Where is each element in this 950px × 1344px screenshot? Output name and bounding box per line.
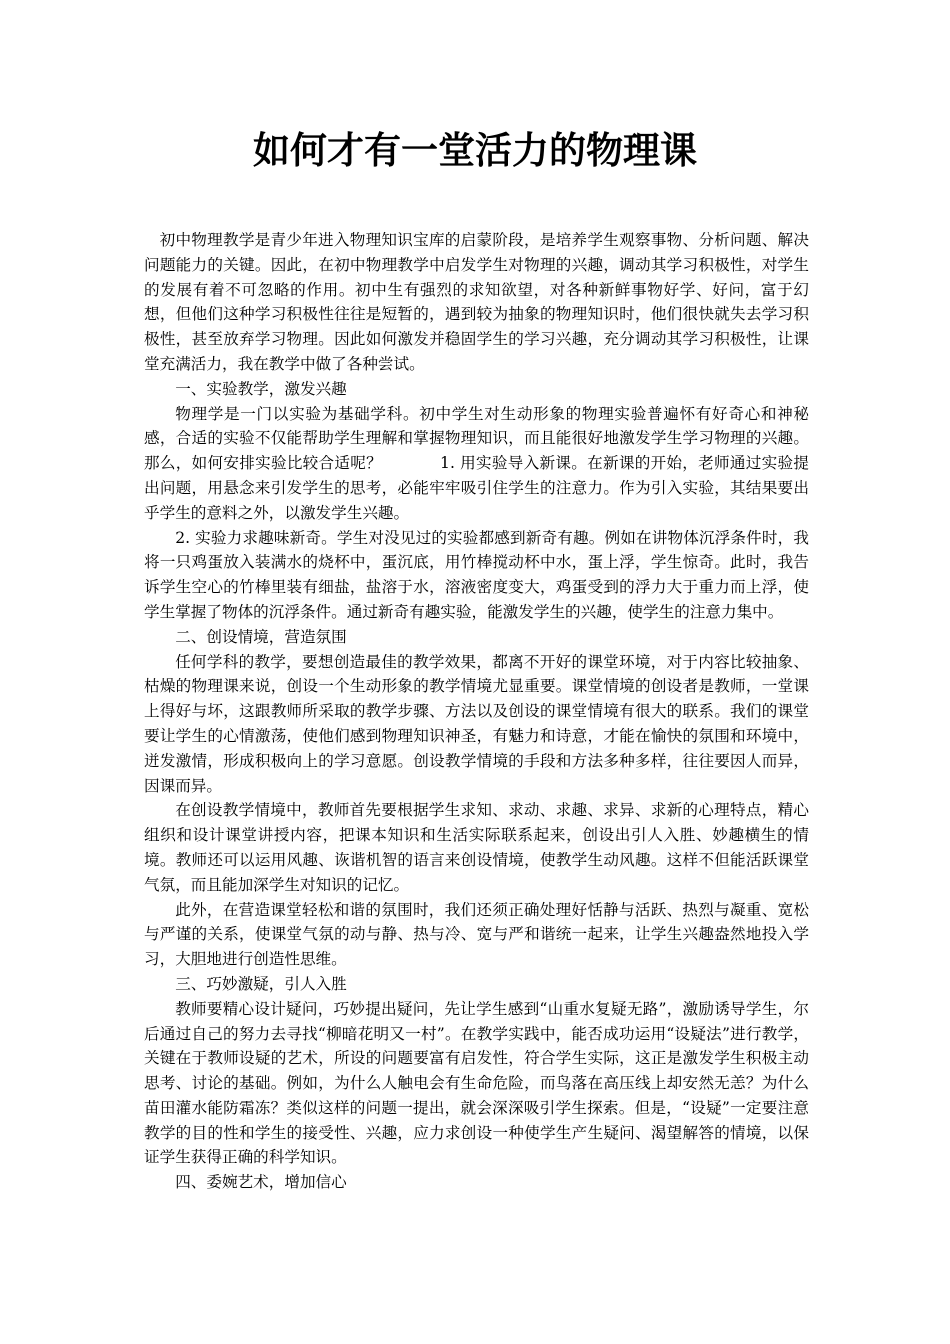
section-2-paragraph-2: 在创设教学情境中，教师首先要根据学生求知、求动、求趣、求异、求新的心理特点，精心组织和设计课堂讲授内容，把课本知识和生活实际联系起来，创设出引人入胜、妙趣横生的情境。教师还可以运用风趣、诙谐机智的语言来创设情境，使教学生动风趣。这样不但能活跃课堂气氛，而且能加深学生对知识的记忆。 bbox=[144, 801, 809, 894]
document-title: 如何才有一堂活力的物理课 bbox=[253, 128, 697, 172]
document-body bbox=[144, 228, 809, 1195]
section-2-paragraph-1: 任何学科的教学，要想创造最佳的教学效果，都离不开好的课堂环境，对于内容比较抽象、枯燥的物理课来说，创设一个生动形象的教学情境尤显重要。课堂情境的创设者是教师，一堂课上得好与坏，这跟教师所采取的教学步骤、方法以及创设的课堂情境有很大的联系。我们的课堂要让学生的心情激荡，使他们感到物理知识神圣，有魅力和诗意，才能在愉快的氛围和环境中，迸发激情，形成积极向上的学习意愿。创设教学情境的手段和方法多种多样，往往要因人而异，因课而异。 bbox=[144, 652, 809, 795]
section-3-paragraph-1: 教师要精心设计疑问，巧妙提出疑问，先让学生感到“山重水复疑无路”，激励诱导学生，尔后通过自己的努力去寻找“柳暗花明又一村”。在教学实践中，能否成功运用“设疑法”进行教学，关键在于教师设疑的艺术，所设的问题要富有启发性，符合学生实际，这正是激发学生积极主动思考、讨论的基础。例如，为什么人触电会有生命危险，而鸟落在高压线上却安然无恙？为什么苗田灌水能防霜冻？类似这样的问题一提出，就会深深吸引学生探索。但是，“设疑”一定要注意教学的目的性和学生的接受性、兴趣，应力求创设一种使学生产生疑问、渴望解答的情境，以保证学生获得正确的科学知识。 bbox=[144, 999, 809, 1167]
section-heading-3: 三、巧妙激疑，引人入胜 bbox=[175, 974, 347, 993]
section-1-paragraph-1a: 物理学是一门以实验为基础学科。初中学生对生动形象的物理实验普遍怀有好奇心和神秘感，合适的实验不仅能帮助学生理解和掌握物理知识，而且能很好地激发学生学习物理的兴趣。那么，如何安排实验比较合适呢？ bbox=[144, 404, 809, 473]
section-heading-2: 二、创设情境，营造氛围 bbox=[175, 627, 347, 646]
section-1-paragraph-2: 2. 实验力求趣味新奇。学生对没见过的实验都感到新奇有趣。例如在讲物体沉浮条件时，我将一只鸡蛋放入装满水的烧杯中，蛋沉底，用竹棒搅动杯中水，蛋上浮，学生惊奇。此时，我告诉学生空心的竹棒里装有细盐，盐溶于水，溶液密度变大，鸡蛋受到的浮力大于重力而上浮，使学生掌握了物体的沉浮条件。通过新奇有趣实验，能激发学生的兴趣，使学生的注意力集中。 bbox=[144, 528, 809, 621]
section-heading-1: 一、实验教学，激发兴趣 bbox=[175, 379, 347, 398]
intro-paragraph: 初中物理教学是青少年进入物理知识宝库的启蒙阶段，是培养学生观察事物、分析问题、解决问题能力的关键。因此，在初中物理教学中启发学生对物理的兴趣，调动其学习积极性，对学生的发展有着不可忽略的作用。初中生有强烈的求知欲望，对各种新鲜事物好学、好问，富于幻想，但他们这种学习积极性往往是短暂的，遇到较为抽象的物理知识时，他们很快就失去学习积极性，甚至放弃学习物理。因此如何激发并稳固学生的学习兴趣，充分调动其学习积极性，让课堂充满活力，我在教学中做了各种尝试。 bbox=[144, 231, 809, 373]
section-1-paragraph-1b: 1. 用实验导入新课。在新课的开始，老师通过实验提出问题，用悬念来引发学生的思考，必能牢牢吸引住学生的注意力。作为引入实验，其结果要出乎学生的意料之外，以激发学生兴趣。 bbox=[144, 454, 809, 522]
section-2-paragraph-3: 此外，在营造课堂轻松和谐的氛围时，我们还须正确处理好恬静与活跃、热烈与凝重、宽松与严谨的关系，使课堂气氛的动与静、热与冷、宽与严和谐统一起来，让学生兴趣盎然地投入学习，大胆地进行创造性思维。 bbox=[144, 900, 809, 969]
section-heading-4: 四、委婉艺术，增加信心 bbox=[175, 1173, 347, 1192]
section-1-paragraph-1 bbox=[144, 402, 809, 526]
